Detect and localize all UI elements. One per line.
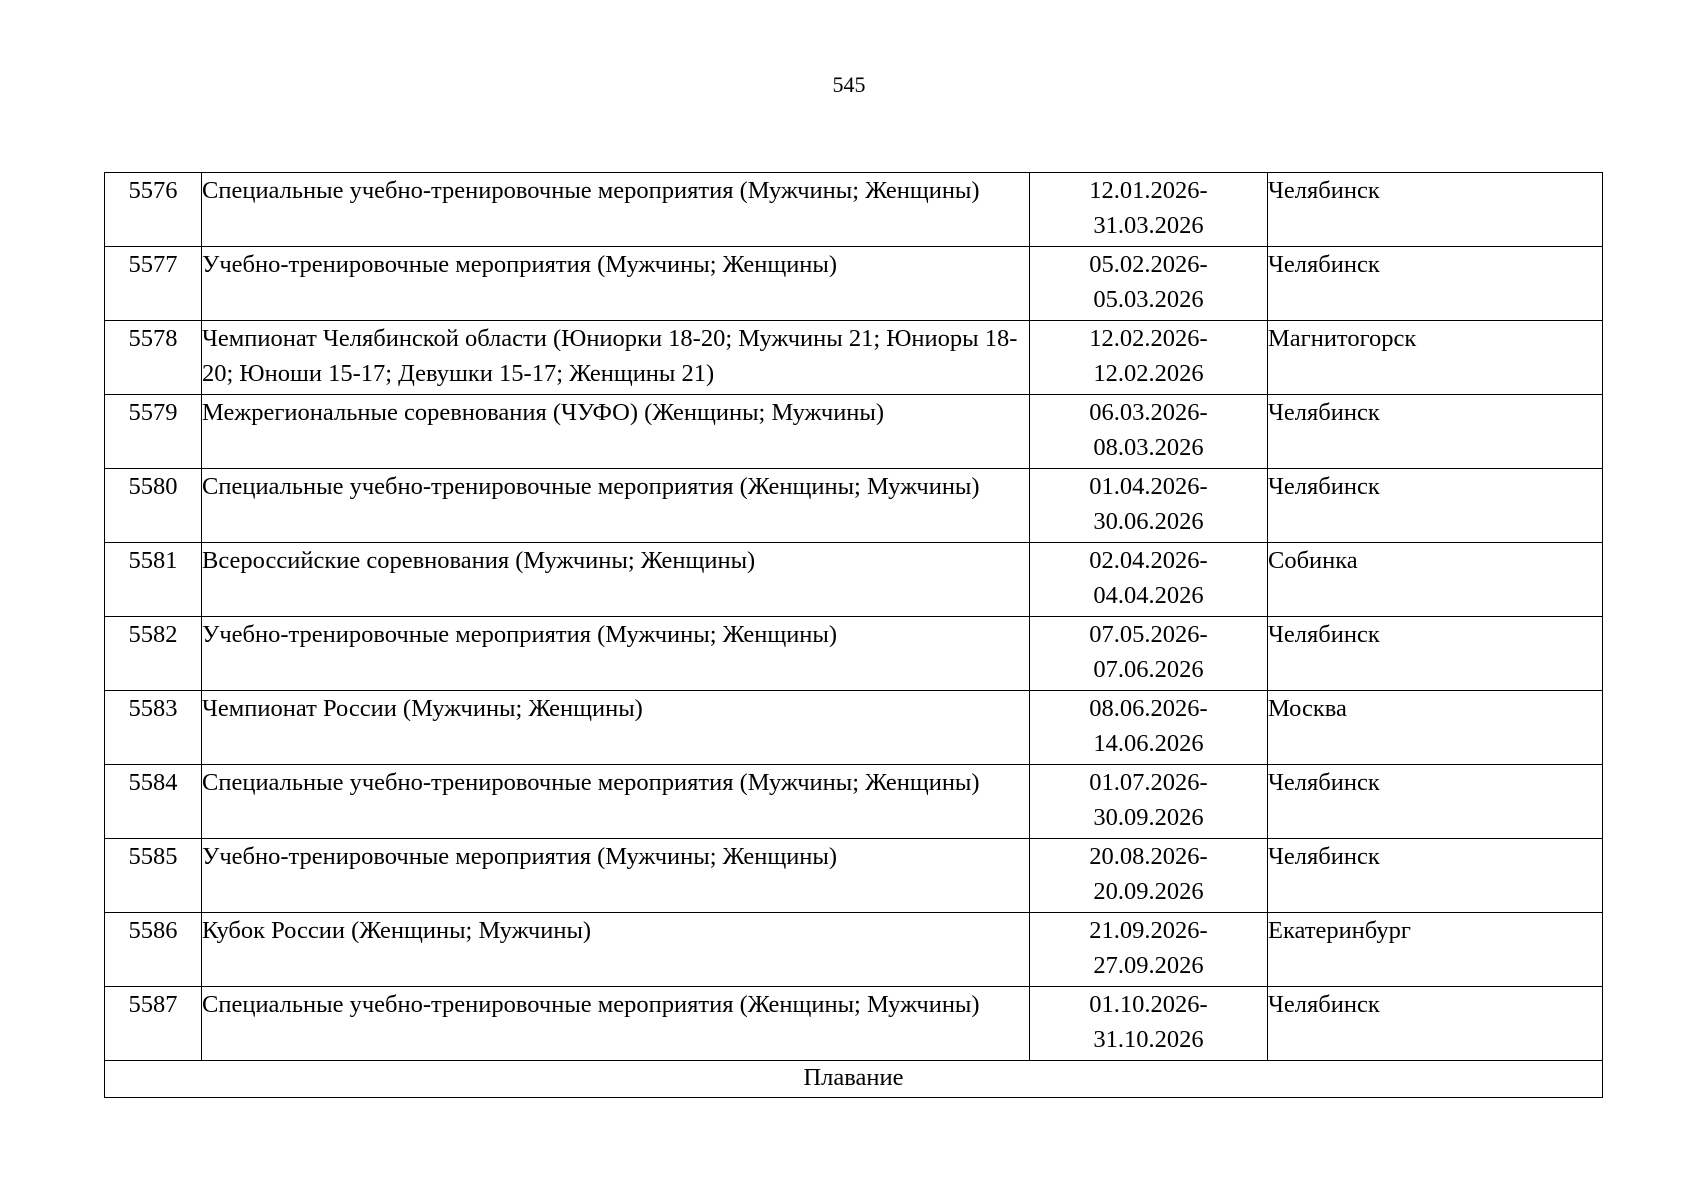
event-location: Челябинск [1268, 247, 1603, 321]
table-row [105, 765, 1603, 839]
event-number: 5585 [105, 839, 202, 913]
table-row [105, 247, 1603, 321]
event-name: Учебно-тренировочные мероприятия (Мужчины; Женщины) [202, 617, 1030, 691]
date-start: 12.02.2026- [1089, 325, 1208, 352]
event-dates [1030, 765, 1268, 839]
table-row [105, 839, 1603, 913]
event-location: Челябинск [1268, 469, 1603, 543]
event-name: Межрегиональные соревнования (ЧУФО) (Женщины; Мужчины) [202, 395, 1030, 469]
date-end: 30.09.2026 [1093, 804, 1204, 831]
event-number: 5576 [105, 173, 202, 247]
date-end: 07.06.2026 [1093, 656, 1204, 683]
event-number: 5586 [105, 913, 202, 987]
date-end: 05.03.2026 [1093, 286, 1204, 313]
event-location: Челябинск [1268, 617, 1603, 691]
event-name: Чемпионат Челябинской области (Юниорки 18-20; Мужчины 21; Юниоры 18-20; Юноши 15-17; Девушки 15-17; Женщины 21) [202, 321, 1030, 395]
event-location: Челябинск [1268, 765, 1603, 839]
event-dates [1030, 543, 1268, 617]
event-location: Магнитогорск [1268, 321, 1603, 395]
event-name: Учебно-тренировочные мероприятия (Мужчины; Женщины) [202, 839, 1030, 913]
event-dates [1030, 469, 1268, 543]
date-end: 14.06.2026 [1093, 730, 1204, 757]
date-start: 01.04.2026- [1089, 473, 1208, 500]
table-row [105, 321, 1603, 395]
section-heading: Плавание [105, 1061, 1603, 1098]
event-number: 5584 [105, 765, 202, 839]
event-number: 5578 [105, 321, 202, 395]
event-name: Всероссийские соревнования (Мужчины; Женщины) [202, 543, 1030, 617]
event-number: 5581 [105, 543, 202, 617]
date-start: 01.07.2026- [1089, 769, 1208, 796]
date-start: 01.10.2026- [1089, 991, 1208, 1018]
date-start: 07.05.2026- [1089, 621, 1208, 648]
event-dates [1030, 839, 1268, 913]
page-number: 545 [832, 72, 866, 97]
event-name: Чемпионат России (Мужчины; Женщины) [202, 691, 1030, 765]
event-number: 5583 [105, 691, 202, 765]
section-heading-row [105, 1061, 1603, 1098]
date-end: 04.04.2026 [1093, 582, 1204, 609]
events-table [104, 172, 1603, 1098]
date-end: 08.03.2026 [1093, 434, 1204, 461]
event-number: 5577 [105, 247, 202, 321]
table-row [105, 469, 1603, 543]
date-end: 31.10.2026 [1093, 1026, 1204, 1053]
event-location: Челябинск [1268, 395, 1603, 469]
date-end: 31.03.2026 [1093, 212, 1204, 239]
event-location: Челябинск [1268, 173, 1603, 247]
table-row [105, 691, 1603, 765]
date-end: 20.09.2026 [1093, 878, 1204, 905]
event-name: Специальные учебно-тренировочные мероприятия (Женщины; Мужчины) [202, 469, 1030, 543]
event-name: Специальные учебно-тренировочные мероприятия (Мужчины; Женщины) [202, 173, 1030, 247]
event-number: 5579 [105, 395, 202, 469]
date-end: 30.06.2026 [1093, 508, 1204, 535]
event-dates [1030, 247, 1268, 321]
event-location: Москва [1268, 691, 1603, 765]
date-start: 05.02.2026- [1089, 251, 1208, 278]
table-row [105, 913, 1603, 987]
event-number: 5582 [105, 617, 202, 691]
event-number: 5580 [105, 469, 202, 543]
table-row [105, 395, 1603, 469]
event-dates [1030, 987, 1268, 1061]
event-dates [1030, 913, 1268, 987]
table-row [105, 617, 1603, 691]
event-location: Челябинск [1268, 987, 1603, 1061]
table-row [105, 173, 1603, 247]
date-start: 08.06.2026- [1089, 695, 1208, 722]
event-dates [1030, 173, 1268, 247]
date-end: 27.09.2026 [1093, 952, 1204, 979]
date-start: 02.04.2026- [1089, 547, 1208, 574]
event-location: Екатеринбург [1268, 913, 1603, 987]
event-number: 5587 [105, 987, 202, 1061]
event-name: Учебно-тренировочные мероприятия (Мужчины; Женщины) [202, 247, 1030, 321]
event-name: Кубок России (Женщины; Мужчины) [202, 913, 1030, 987]
event-location: Челябинск [1268, 839, 1603, 913]
event-dates [1030, 617, 1268, 691]
event-name: Специальные учебно-тренировочные мероприятия (Мужчины; Женщины) [202, 765, 1030, 839]
event-location: Собинка [1268, 543, 1603, 617]
date-start: 21.09.2026- [1089, 917, 1208, 944]
date-end: 12.02.2026 [1093, 360, 1204, 387]
date-start: 12.01.2026- [1089, 177, 1208, 204]
event-name: Специальные учебно-тренировочные мероприятия (Женщины; Мужчины) [202, 987, 1030, 1061]
table-row [105, 543, 1603, 617]
event-dates [1030, 395, 1268, 469]
event-dates [1030, 321, 1268, 395]
event-dates [1030, 691, 1268, 765]
date-start: 06.03.2026- [1089, 399, 1208, 426]
table-row [105, 987, 1603, 1061]
date-start: 20.08.2026- [1089, 843, 1208, 870]
